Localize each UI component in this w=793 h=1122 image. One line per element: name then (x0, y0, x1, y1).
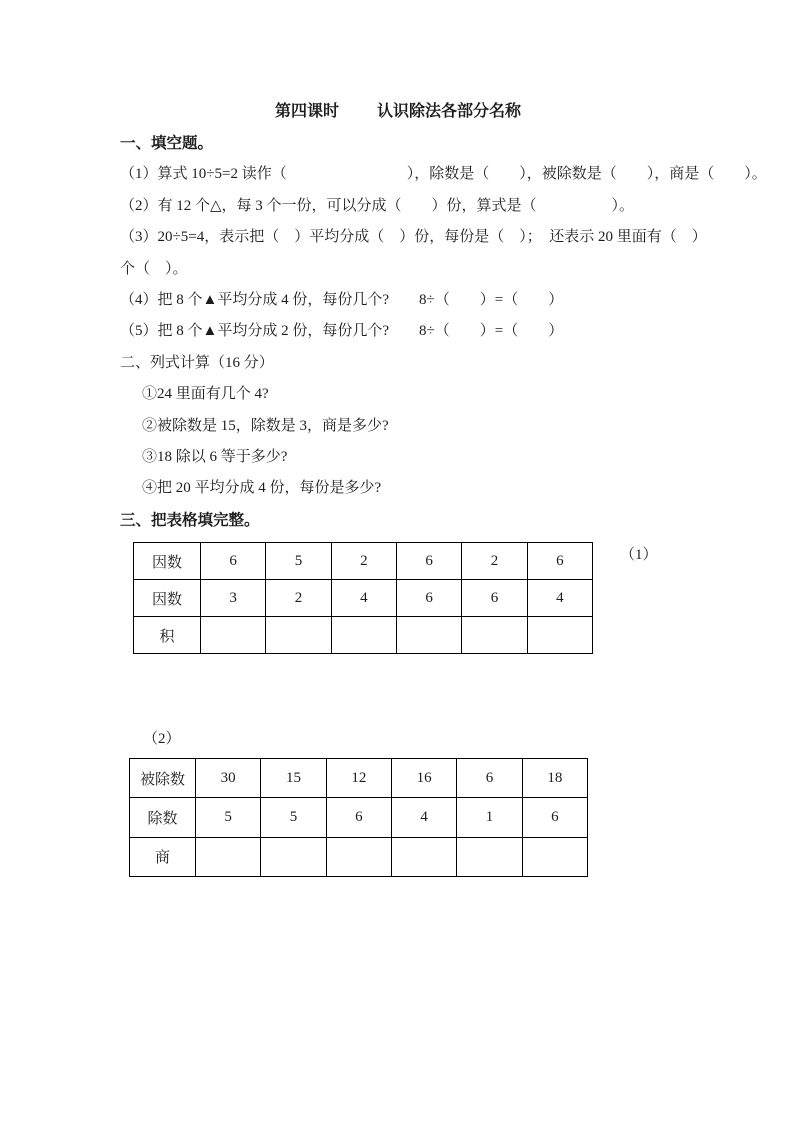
calc-item-3: ③18 除以 6 等于多少? (142, 448, 288, 465)
fill-blank-item-5: （5）把 8 个▲平均分成 2 份，每份几个? 8÷（ ）=（ ） (120, 323, 564, 340)
table-cell: 4 (527, 580, 592, 617)
division-table (129, 758, 588, 877)
answer-cell[interactable] (331, 617, 396, 654)
table-cell: 2 (331, 543, 396, 580)
answer-cell[interactable] (391, 837, 456, 876)
table-cell: 2 (462, 543, 527, 580)
calc-item-2: ②被除数是 15，除数是 3，商是多少? (142, 417, 389, 434)
calc-item-4: ④把 20 平均分成 4 份，每份是多少? (142, 480, 382, 497)
fill-blank-item-3: （3）20÷5=4，表示把（ ）平均分成（ ）份，每份是（ ）； 还表示 20 里面有（ ） (120, 229, 707, 246)
row-header-divisor: 除数 (130, 798, 196, 837)
table-cell: 6 (522, 798, 587, 837)
answer-cell[interactable] (266, 617, 331, 654)
table-cell: 1 (457, 798, 522, 837)
fill-blank-item-2: （2）有 12 个△，每 3 个一份，可以分成（ ）份，算式是（ ）。 (120, 197, 635, 214)
table-cell: 16 (391, 759, 456, 798)
table-cell: 6 (396, 580, 461, 617)
table-cell: 18 (522, 759, 587, 798)
answer-cell[interactable] (462, 617, 527, 654)
section-three-heading: 三、把表格填完整。 (120, 511, 260, 529)
row-header-quotient: 商 (130, 837, 196, 876)
table-cell: 6 (396, 543, 461, 580)
table-cell: 5 (266, 543, 331, 580)
page-title-lesson: 第四课时 (274, 103, 339, 120)
page-title-topic: 认识除法各部分名称 (377, 103, 522, 120)
fill-blank-item-1: （1）算式 10÷5=2 读作（ ），除数是（ ），被除数是（ ），商是（ ）。 (120, 166, 767, 183)
answer-cell[interactable] (527, 617, 592, 654)
answer-cell[interactable] (261, 837, 326, 876)
answer-cell[interactable] (196, 837, 261, 876)
table-cell: 2 (266, 580, 331, 617)
page-title (120, 98, 676, 121)
table-row (134, 580, 593, 617)
fill-blank-item-3-continued: 个（ ）。 (120, 260, 188, 277)
table1-label: （1） (620, 547, 658, 563)
row-header-dividend: 被除数 (130, 759, 196, 798)
table-cell: 6 (457, 759, 522, 798)
answer-cell[interactable] (396, 617, 461, 654)
table-cell: 5 (261, 798, 326, 837)
table-row (134, 543, 593, 580)
fill-blank-item-4: （4）把 8 个▲平均分成 4 份，每份几个? 8÷（ ）=（ ） (120, 291, 564, 308)
table-cell: 6 (462, 580, 527, 617)
answer-cell[interactable] (457, 837, 522, 876)
worksheet-body (120, 128, 767, 536)
table-row (130, 798, 588, 837)
table-cell: 3 (201, 580, 266, 617)
table-cell: 6 (527, 543, 592, 580)
row-header-product: 积 (134, 617, 201, 654)
section-two-heading: 二、列式计算（16 分） (120, 354, 274, 371)
table-cell: 5 (196, 798, 261, 837)
answer-cell[interactable] (522, 837, 587, 876)
table-cell: 4 (331, 580, 396, 617)
section-one-heading: 一、填空题。 (120, 135, 214, 152)
table-row (134, 617, 593, 654)
table-cell: 30 (196, 759, 261, 798)
table-cell: 15 (261, 759, 326, 798)
answer-cell[interactable] (201, 617, 266, 654)
table-row (130, 759, 588, 798)
row-header-factor: 因数 (134, 543, 201, 580)
table-cell: 4 (391, 798, 456, 837)
answer-cell[interactable] (326, 837, 391, 876)
calc-item-1: ①24 里面有几个 4? (142, 386, 269, 403)
row-header-factor: 因数 (134, 580, 201, 617)
table-cell: 6 (326, 798, 391, 837)
table-row (130, 837, 588, 876)
table-cell: 6 (201, 543, 266, 580)
table2-label: （2） (143, 731, 181, 747)
factors-product-table (133, 542, 593, 654)
table-cell: 12 (326, 759, 391, 798)
